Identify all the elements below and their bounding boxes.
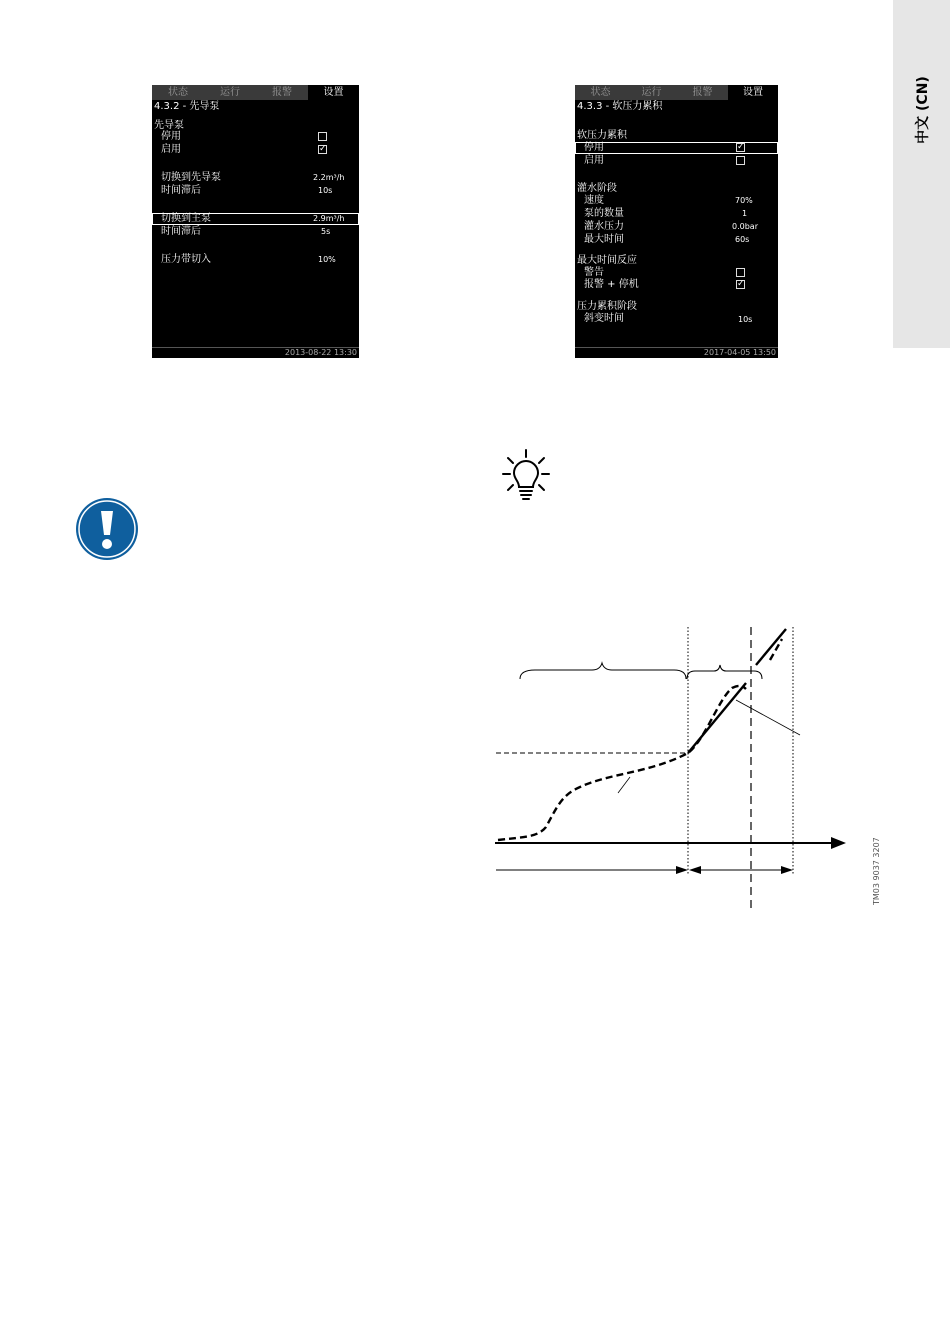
- delay2-value[interactable]: 5s: [321, 227, 331, 236]
- screen-tabs: [152, 85, 359, 100]
- option-enabled-label: 启用: [584, 155, 604, 166]
- pilot-pump-screen: [152, 85, 359, 358]
- max-time-label: 最大时间: [584, 234, 624, 245]
- ramp-time-label: 斜变时间: [584, 313, 624, 324]
- tab-operation[interactable]: 运行: [641, 87, 662, 98]
- screen-timestamp: 2013-08-22 13:30: [284, 348, 357, 357]
- option-enabled-checkbox[interactable]: [736, 156, 745, 165]
- option-disabled-label: 停用: [161, 131, 181, 142]
- tab-settings[interactable]: 设置: [308, 85, 359, 100]
- figure-id: TM03 9037 3207: [872, 837, 881, 905]
- soft-pressure-screen: [575, 85, 778, 358]
- ramp-setpoint-line: [688, 683, 746, 753]
- warning-exclamation-icon: [75, 497, 139, 561]
- option-disabled-checkbox[interactable]: ✓: [737, 142, 745, 152]
- tab-alarm[interactable]: 报警: [272, 87, 292, 98]
- tab-alarm[interactable]: 报警: [692, 87, 713, 98]
- option-disabled-label: 停用: [584, 142, 604, 153]
- tab-settings[interactable]: 设置: [728, 85, 778, 100]
- pump-count-label: 泵的数量: [584, 208, 624, 219]
- delay2-label: 时间滞后: [161, 226, 201, 237]
- screen-title: 4.3.2 - 先导泵: [154, 101, 220, 112]
- switch-to-main-label: 切换到主泵: [161, 213, 211, 224]
- switch-to-pilot-value[interactable]: 2.2m³/h: [313, 173, 345, 182]
- tab-status[interactable]: 状态: [590, 87, 611, 98]
- fill-pressure-label: 灌水压力: [584, 221, 624, 232]
- option-enabled-label: 启用: [161, 144, 181, 155]
- pressure-band-label: 压力带切入: [161, 254, 211, 265]
- tab-operation[interactable]: 运行: [220, 87, 240, 98]
- curve-leader-line: [618, 777, 630, 793]
- actual-pressure-curve: [498, 639, 782, 840]
- ramp-time-value[interactable]: 10s: [738, 315, 753, 324]
- screen-tabs: [575, 85, 778, 100]
- delay1-label: 时间滞后: [161, 185, 201, 196]
- alarm-stop-checkbox[interactable]: ✓: [737, 279, 745, 289]
- fill-phase-brace: [520, 663, 686, 679]
- section-title: 先导泵: [154, 120, 184, 131]
- warning-checkbox[interactable]: [736, 268, 745, 277]
- ramp-leader-line: [736, 700, 800, 735]
- tab-status[interactable]: 状态: [168, 87, 188, 98]
- selected-row-highlight: [575, 142, 778, 154]
- language-tab-label: 中文 (CN): [914, 76, 931, 144]
- fill-speed-label: 速度: [584, 195, 604, 206]
- warning-label: 警告: [584, 267, 604, 278]
- alarm-stop-label: 报警 + 停机: [584, 279, 639, 290]
- fill-speed-value[interactable]: 70%: [735, 196, 753, 205]
- ramp-time-arrowhead-right: [781, 866, 793, 874]
- ramp-time-arrowhead-left: [689, 866, 701, 874]
- fill-pressure-value[interactable]: 0.0bar: [732, 222, 758, 231]
- delay1-value[interactable]: 10s: [318, 186, 333, 195]
- buildup-phase-heading: 压力累积阶段: [577, 301, 637, 312]
- fill-time-arrowhead: [676, 866, 688, 874]
- fill-phase-heading: 灌水阶段: [577, 183, 617, 194]
- switch-to-main-value[interactable]: 2.9m³/h: [313, 214, 345, 223]
- pressure-band-value[interactable]: 10%: [318, 255, 336, 264]
- lightbulb-tip-icon: [500, 448, 552, 504]
- section-title: 软压力累积: [577, 130, 627, 141]
- time-axis-arrow: [831, 837, 846, 849]
- pump-count-value[interactable]: 1: [742, 209, 748, 218]
- max-time-reaction-heading: 最大时间反应: [577, 255, 637, 266]
- pressure-buildup-diagram: [480, 615, 890, 915]
- screen-title: 4.3.3 - 软压力累积: [577, 101, 663, 112]
- screen-timestamp: 2017-04-05 13:50: [703, 348, 776, 357]
- option-enabled-checkbox[interactable]: ✓: [319, 144, 327, 154]
- diagram-svg: [480, 615, 890, 915]
- max-time-value[interactable]: 60s: [735, 235, 750, 244]
- language-tab: [893, 0, 950, 348]
- option-disabled-checkbox[interactable]: [318, 132, 327, 141]
- switch-to-pilot-label: 切换到先导泵: [161, 172, 221, 183]
